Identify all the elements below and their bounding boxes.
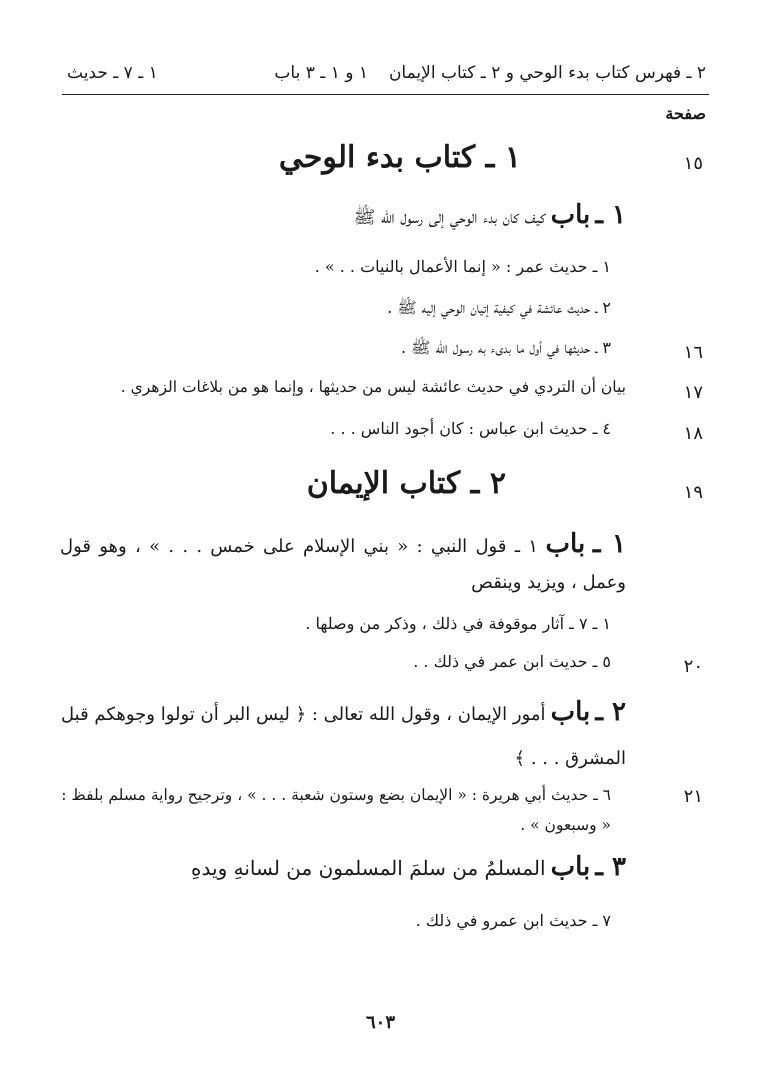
chapter-heading: [60, 690, 626, 781]
chapter-number: ١ ـ: [592, 529, 627, 559]
chapter-number: ٢ ـ: [595, 697, 626, 727]
hadith-entry: ٣ ـ حديثها في أول ما بدىء به رسول الله ﷺ .: [400, 338, 611, 357]
page-number: ١٧: [683, 382, 703, 403]
chapter-number: ١ ـ: [595, 200, 626, 230]
chapter-title: ١ ـ قول النبي : « بني الإسلام على خمس . . . » ، وهو قول وعمل ، ويزيد وينقص: [60, 536, 626, 593]
chapter-heading: [191, 852, 626, 882]
page-number: ١٦: [683, 342, 703, 363]
chapter-title: المسلمُ من سلمَ المسلمون من لسانهِ ويدهِ: [191, 856, 546, 880]
hadith-entry: ٦ ـ حديث أبي هريرة : « الإيمان بضع وستون شعبة . . . » ، وترجيح رواية مسلم بلفظ : « وسبعون » .: [61, 786, 611, 834]
page-column-label: صفحة: [665, 104, 706, 123]
page-number: ١٨: [683, 423, 703, 444]
hadith-entry: ٢ ـ حديث عائشة في كيفية إتيان الوحي إليه ﷺ .: [387, 298, 611, 317]
chapter-heading: [60, 526, 626, 601]
hadith-entry: ١ ـ حديث عمر : « إنما الأعمال بالنيات . . » .: [314, 257, 611, 276]
running-header-hadith-range: ١ ـ ٧ ـ حديث: [67, 63, 158, 83]
chapter-heading: [354, 200, 626, 232]
book-title: ١ ـ كتاب بدء الوحي: [278, 140, 521, 175]
running-header-title: ٢ ـ فهرس كتاب بدء الوحي و ٢ ـ كتاب الإيمان: [388, 63, 706, 83]
folio-number: ٦٠٣: [365, 1012, 395, 1033]
chapter-word: باب: [550, 697, 591, 727]
page-number: ٢١: [683, 786, 703, 807]
header-rule: [62, 94, 709, 95]
note-entry: بيان أن التردي في حديث عائشة ليس من حديثها ، وإنما هو من بلاغات الزهري .: [120, 378, 626, 396]
page-number: ١٥: [683, 153, 703, 174]
page-number: ٢٠: [683, 656, 703, 677]
running-header-chapters: ١ و ١ ـ ٣ باب: [274, 63, 368, 83]
hadith-entry: ٤ ـ حديث ابن عباس : كان أجود الناس . . .: [330, 419, 611, 438]
chapter-title: أمور الإيمان ، وقول الله تعالى : ﴿ ليس البر أن تولوا وجوهكم قبل المشرق . . . ﴾: [61, 704, 626, 769]
page-number: ١٩: [683, 482, 703, 503]
hadith-entry: ٧ ـ حديث ابن عمرو في ذلك .: [415, 911, 611, 930]
hadith-entry: ٥ ـ حديث ابن عمر في ذلك . .: [413, 652, 611, 671]
chapter-title: كيف كان بدء الوحي إلى رسول الله ﷺ: [353, 207, 546, 228]
chapter-word: باب: [550, 852, 591, 882]
chapter-word: باب: [550, 200, 591, 230]
athar-entry: ١ ـ ٧ ـ آثار موقوفة في ذلك ، وذكر من وصلها .: [305, 614, 611, 633]
chapter-word: باب: [545, 529, 586, 559]
chapter-number: ٣ ـ: [595, 852, 626, 882]
book-title: ٢ ـ كتاب الإيمان: [306, 466, 506, 501]
